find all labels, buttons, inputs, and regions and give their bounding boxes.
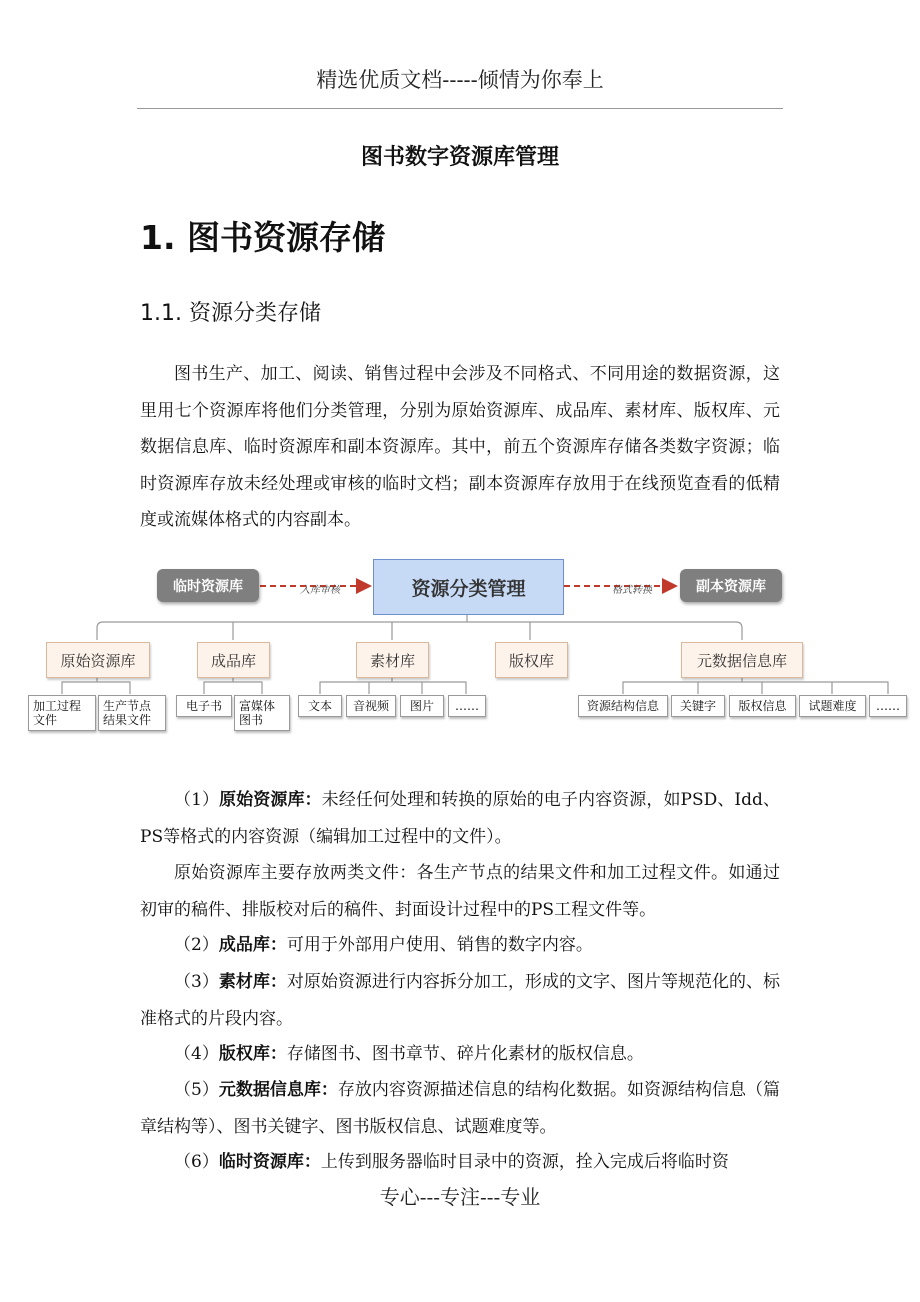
center-node: 资源分类管理: [373, 559, 564, 615]
leaf-ebook: 电子书: [176, 695, 232, 717]
item-number: （3）: [174, 972, 219, 992]
item-text: 存储图书、图书章节、碎片化素材的版权信息。: [286, 1044, 644, 1064]
leaf-node-result-files: 生产节点 结果文件: [98, 695, 166, 731]
leaf-text: 文本: [298, 695, 342, 717]
item-number: （5）: [174, 1080, 219, 1100]
category-metadata: 元数据信息库: [681, 642, 803, 678]
page-footer: 专心---专注---专业: [379, 1185, 541, 1209]
item-term: 素材库：: [218, 972, 287, 992]
copy-library-pill: 副本资源库: [680, 569, 782, 602]
resource-classification-diagram: [0, 550, 920, 740]
item-material-library: [140, 964, 780, 1037]
item-term: 版权库：: [218, 1044, 287, 1064]
item-term: 原始资源库：: [219, 790, 322, 810]
item-text: 对原始资源进行内容拆分加工，形成的文字、图片等规范化的、标准格式的片段内容。: [140, 972, 781, 1029]
item-number: （1）: [174, 790, 220, 810]
item-number: （2）: [174, 935, 219, 955]
item-raw-library: [140, 782, 780, 855]
item-text: 存放内容资源描述信息的结构化数据。如资源结构信息（篇章结构等）、图书关键字、图书版权信息、试题难度等。: [140, 1080, 781, 1137]
intro-paragraph: 图书生产、加工、阅读、销售过程中会涉及不同格式、不同用途的数据资源，这里用七个资源库将他们分类管理，分别为原始资源库、成品库、素材库、版权库、元数据信息库、临时资源库和副本资源库。其中，前五个资源库存储各类数字资源；临时资源库存放未经处理或审核的临时文档；副本资源库存放用于在线预览查看的低精度或流媒体格式的内容副本。: [140, 364, 780, 530]
leaf-resource-structure: 资源结构信息: [578, 695, 668, 717]
header-rule: [137, 108, 783, 109]
document-title: 图书数字资源库管理: [360, 145, 559, 170]
item-product-library: [140, 927, 780, 964]
item-copyright-library: [140, 1036, 780, 1073]
leaf-more-metadata: ……: [869, 695, 907, 717]
leaf-copyright-info: 版权信息: [729, 695, 796, 717]
leaf-audio-video: 音视频: [346, 695, 396, 717]
item-number: （6）: [174, 1152, 219, 1172]
leaf-keyword: 关键字: [671, 695, 725, 717]
leaf-image: 图片: [400, 695, 444, 717]
item-term: 临时资源库：: [218, 1152, 321, 1172]
item-metadata-library: [140, 1072, 780, 1145]
page-header: 精选优质文档-----倾情为你奉上: [316, 68, 604, 92]
leaf-more-material: ……: [448, 695, 486, 717]
item-temp-library: [140, 1144, 780, 1181]
item-term: 元数据信息库：: [218, 1080, 338, 1100]
temp-library-pill: 临时资源库: [157, 569, 259, 602]
category-product: 成品库: [197, 642, 270, 678]
item-text: 原始资源库主要存放两类文件：各生产节点的结果文件和加工过程文件。如通过初审的稿件、排版校对后的稿件、封面设计过程中的PS工程文件等。: [140, 863, 780, 920]
item-raw-library-detail: [140, 855, 780, 928]
right-arrow-label: 格式转换: [612, 585, 652, 596]
item-text: 可用于外部用户使用、销售的数字内容。: [286, 935, 593, 955]
item-term: 成品库：: [218, 935, 287, 955]
item-text: 上传到服务器临时目录中的资源，拴入完成后将临时资: [320, 1152, 729, 1172]
section-heading-1: 1. 图书资源存储: [140, 218, 385, 257]
leaf-rich-media-book: 富媒体 图书: [234, 695, 290, 731]
leaf-process-files: 加工过程 文件: [28, 695, 96, 731]
leaf-question-difficulty: 试题难度: [799, 695, 866, 717]
category-raw: 原始资源库: [46, 642, 150, 678]
category-material: 素材库: [356, 642, 429, 678]
left-arrow-label: 入库审核: [300, 585, 340, 596]
item-text: 未经任何处理和转换的原始的电子内容资源，如PSD、Idd、PS等格式的内容资源（编辑加工过程中的文件）。: [140, 790, 780, 847]
item-number: （4）: [174, 1044, 219, 1064]
section-heading-1-1: 1.1. 资源分类存储: [140, 301, 321, 326]
category-copyright: 版权库: [495, 642, 568, 678]
